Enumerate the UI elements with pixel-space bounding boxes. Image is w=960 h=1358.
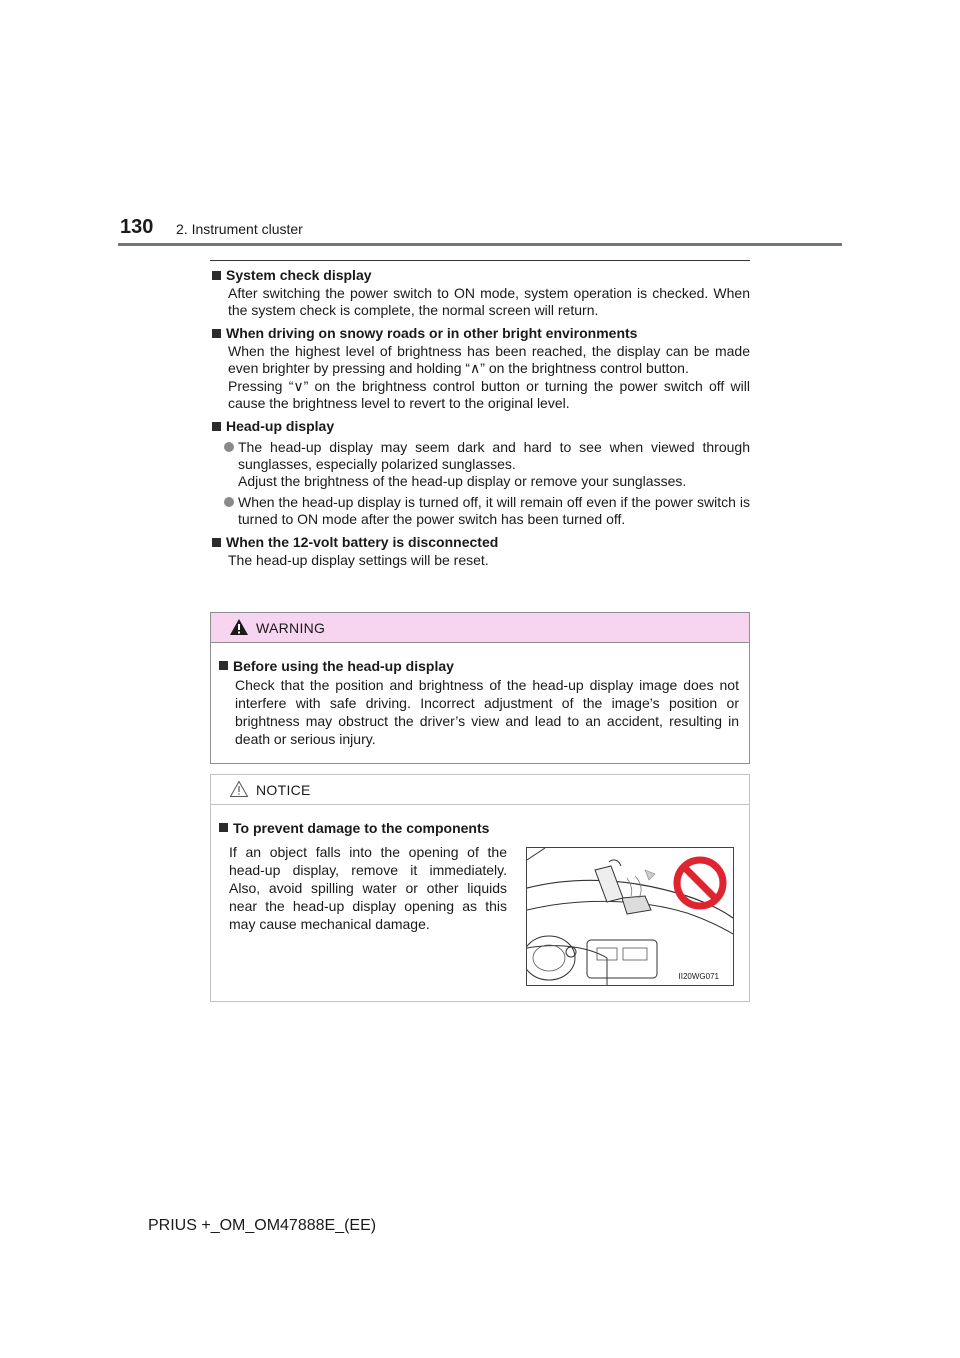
section-heading: When driving on snowy roads or in other bright environments (210, 325, 750, 342)
illustration-code: II20WG071 (678, 972, 719, 981)
square-bullet-icon (219, 661, 228, 670)
bullet-dot-icon (224, 442, 234, 452)
square-bullet-icon (212, 271, 221, 280)
footer-document-code: PRIUS +_OM_OM47888E_(EE) (148, 1217, 377, 1234)
list-item: When the head-up display is turned off, it will remain off even if the power switch is turned to ON mode after the power switch has been turned off. (210, 494, 750, 528)
warning-text: Check that the position and brightness of the head-up display image does not interfere with safe driving. Incorrect adjustment of the image’s position or brightness may obstruct the driver’s view and lead to an accident, resulting in death or serious injury. (235, 677, 739, 747)
section-heading: Head-up display (210, 418, 750, 435)
section-body: The head-up display settings will be reset. (228, 552, 489, 568)
notice-header (211, 775, 749, 805)
notice-heading: To prevent damage to the components (217, 819, 739, 837)
dashboard-illustration (526, 847, 734, 986)
warning-header (211, 613, 749, 643)
section-heading: When the 12-volt battery is disconnected (210, 534, 750, 551)
bullet-dot-icon (224, 497, 234, 507)
warning-heading: Before using the head-up display (217, 657, 739, 675)
prohibition-icon (673, 856, 727, 910)
warning-body (211, 643, 749, 748)
section-title: 2. Instrument cluster (176, 221, 303, 237)
warning-label: WARNING (256, 620, 326, 636)
notice-box (210, 774, 750, 1002)
warning-triangle-icon (229, 618, 249, 636)
section-body: When the highest level of brightness has been reached, the display can be made even brighter by pressing and holding “∧” on the brightness control button. (228, 343, 750, 376)
notice-text: If an object falls into the opening of the head-up display, remove it immediately. Also, avoid spilling water or other liquids near the head-up display opening as this may cause mechanical damage. (229, 844, 507, 932)
section-body: Pressing “∨” on the brightness control button or turning the power switch off will cause the brightness level to revert to the original level. (228, 378, 750, 411)
notice-triangle-icon (229, 780, 249, 798)
main-content (210, 267, 750, 569)
page-number: 130 (120, 216, 154, 238)
header-rule (118, 243, 842, 246)
square-bullet-icon (212, 538, 221, 547)
warning-box (210, 612, 750, 764)
notice-label: NOTICE (256, 782, 311, 798)
square-bullet-icon (212, 329, 221, 338)
square-bullet-icon (219, 823, 228, 832)
section-heading: System check display (210, 267, 750, 284)
square-bullet-icon (212, 422, 221, 431)
content-rule (210, 260, 750, 261)
section-body: After switching the power switch to ON mode, system operation is checked. When the system check is complete, the normal screen will return. (228, 285, 750, 318)
notice-body (211, 805, 749, 837)
list-item: The head-up display may seem dark and hard to see when viewed through sunglasses, especially polarized sunglasses. Adjust the brightness of the head-up display or remove your sunglasses. (210, 439, 750, 490)
